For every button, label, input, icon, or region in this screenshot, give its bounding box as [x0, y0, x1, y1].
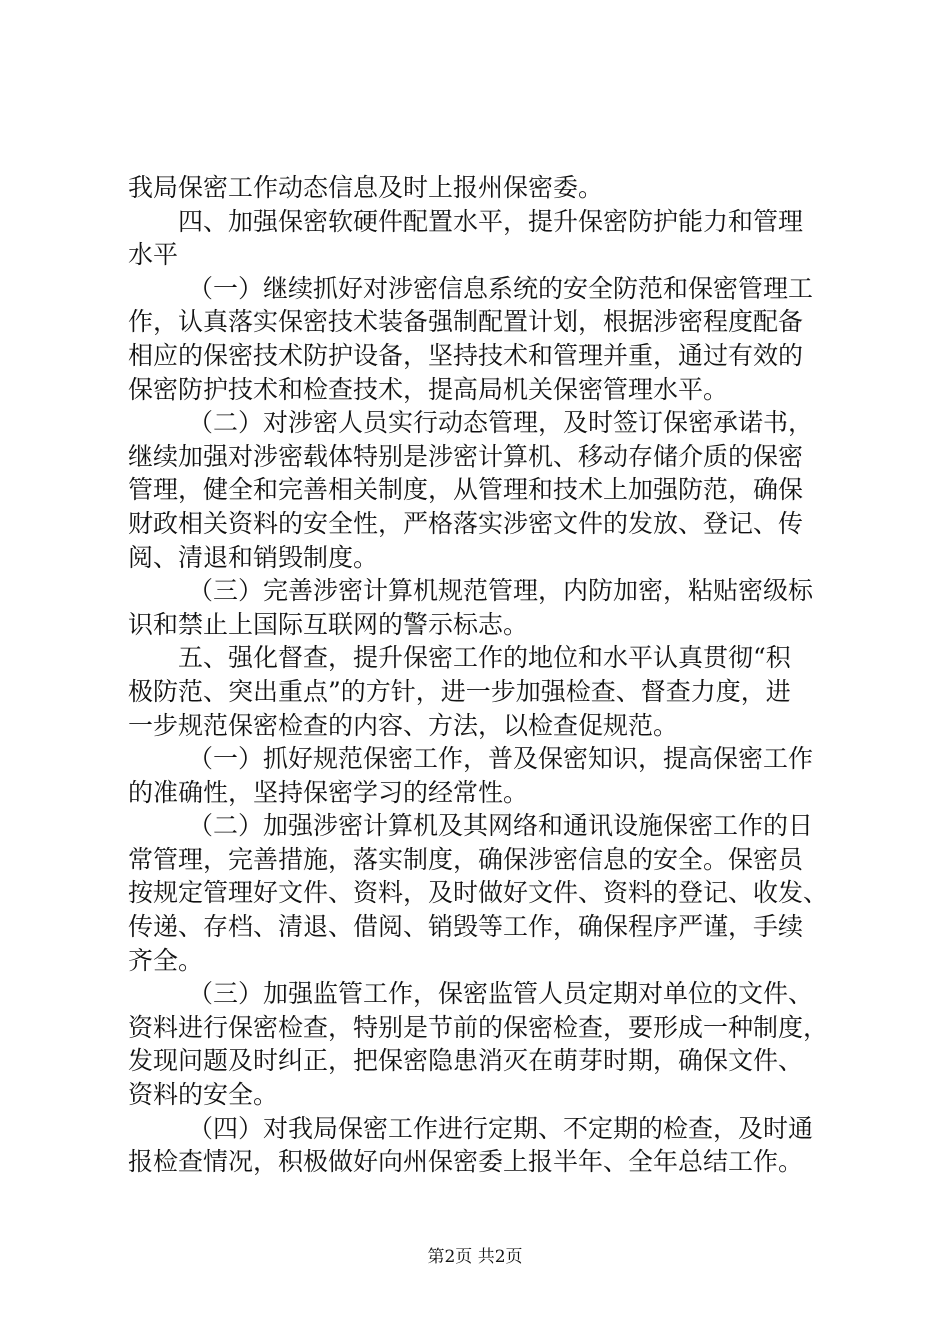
- paragraph-first-line: （一）抓好规范保密工作，普及保密知识，提高保密工作: [188, 744, 814, 774]
- paragraph-first-line: （三）完善涉密计算机规范管理，内防加密，粘贴密级标: [188, 576, 814, 606]
- text-line: 继续加强对涉密载体特别是涉密计算机、移动存储介质的保密: [128, 441, 804, 471]
- text-line: 保密防护技术和检查技术，提高局机关保密管理水平。: [128, 374, 729, 404]
- text-line: 报检查情况，积极做好向州保密委上报半年、全年总结工作。: [128, 1147, 804, 1177]
- paragraph-first-line: （四）对我局保密工作进行定期、不定期的检查，及时通: [188, 1113, 814, 1143]
- text-line: 作，认真落实保密技术装备强制配置计划，根据涉密程度配备: [128, 307, 804, 337]
- paragraph-first-line: （一）继续抓好对涉密信息系统的安全防范和保密管理工: [188, 273, 814, 303]
- text-line: 资料的安全。: [128, 1080, 279, 1110]
- text-line: 资料进行保密检查，特别是节前的保密检查，要形成一种制度，: [128, 1012, 829, 1042]
- text-line: 发现问题及时纠正，把保密隐患消灭在萌芽时期，确保文件、: [128, 1046, 804, 1076]
- text-line: 极防范、突出重点”的方针，进一步加强检查、督查力度，进: [128, 676, 791, 706]
- section-heading-line: 四、加强保密软硬件配置水平，提升保密防护能力和管理: [178, 206, 804, 236]
- text-line: 常管理，完善措施，落实制度，确保涉密信息的安全。保密员: [128, 844, 804, 874]
- text-line: 传递、存档、清退、借阅、销毁等工作，确保程序严谨，手续: [128, 912, 804, 942]
- text-line: 齐全。: [128, 945, 204, 975]
- page-number-footer: 第2页 共2页: [427, 1247, 523, 1267]
- text-line: 识和禁止上国际互联网的警示标志。: [128, 609, 529, 639]
- text-line: 财政相关资料的安全性，严格落实涉密文件的发放、登记、传: [128, 508, 804, 538]
- text-line: 的准确性，坚持保密学习的经常性。: [128, 777, 529, 807]
- section-heading-line: 水平: [128, 240, 179, 270]
- paragraph-first-line: （三）加强监管工作，保密监管人员定期对单位的文件、: [188, 979, 814, 1009]
- text-line: 阅、清退和销毁制度。: [128, 542, 379, 572]
- text-line: 我局保密工作动态信息及时上报州保密委。: [128, 173, 604, 202]
- text-line: 相应的保密技术防护设备，坚持技术和管理并重，通过有效的: [128, 340, 804, 370]
- paragraph-first-line: （二）对涉密人员实行动态管理，及时签订保密承诺书，: [188, 408, 814, 438]
- text-line: 一步规范保密检查的内容、方法，以检查促规范。: [128, 710, 679, 740]
- section-heading-line: 五、强化督查，提升保密工作的地位和水平认真贯彻“积: [178, 643, 791, 673]
- paragraph-first-line: （二）加强涉密计算机及其网络和通讯设施保密工作的日: [188, 811, 814, 841]
- text-line: 管理，健全和完善相关制度，从管理和技术上加强防范，确保: [128, 475, 804, 505]
- document-body: [128, 171, 840, 1179]
- text-line: 按规定管理好文件、资料，及时做好文件、资料的登记、收发、: [128, 878, 829, 908]
